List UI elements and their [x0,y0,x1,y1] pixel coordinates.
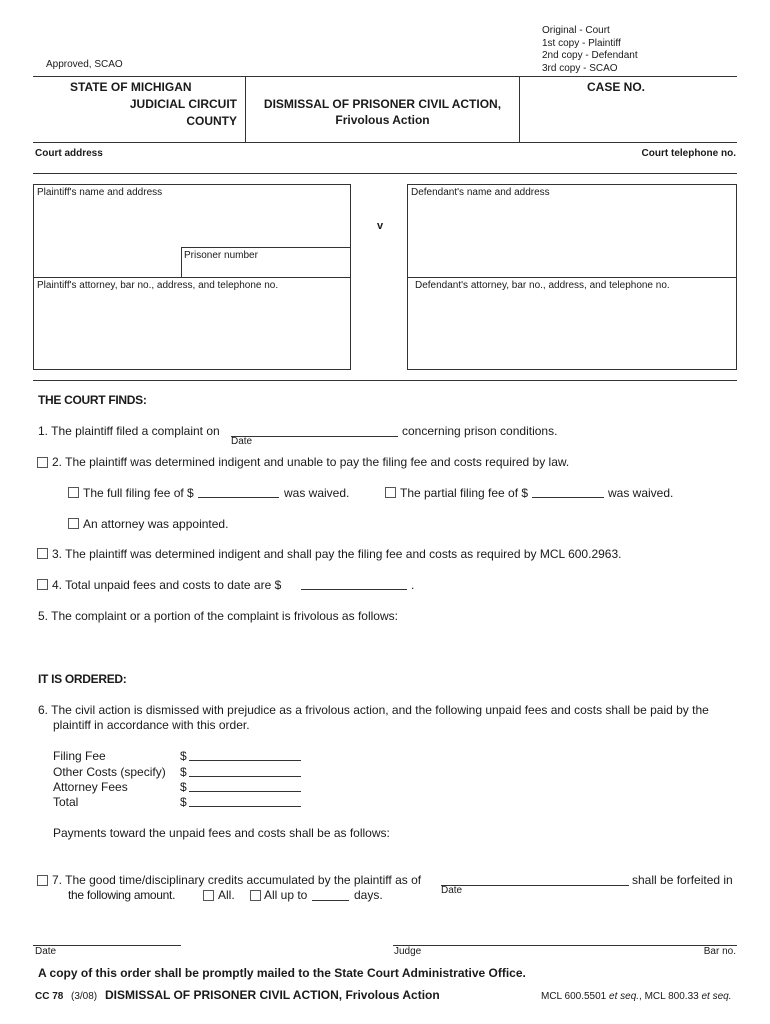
form-number: CC 78 [35,991,64,1002]
statute-citation [541,991,732,1002]
partial-fee-waived: was waived. [608,486,674,500]
footer-title: DISMISSAL OF PRISONER CIVIL ACTION, Frivolous Action [105,988,440,1002]
plaintiff-attorney-label: Plaintiff's attorney, bar no., address, and telephone no. [37,280,279,291]
order-6-line2: plaintiff in accordance with this order. [53,718,250,732]
copy-1st: 1st copy - Plaintiff [542,37,621,49]
partial-fee-amount-field[interactable] [532,497,604,498]
approved-label: Approved, SCAO [46,59,123,70]
forfeit-up-to-checkbox[interactable] [250,890,261,901]
fee-symbol-filing: $ [180,749,187,763]
total-fees-field[interactable] [189,806,301,807]
copy-original: Original - Court [542,25,610,36]
mailing-notice: A copy of this order shall be promptly mailed to the State Court Administrative Office. [38,966,526,980]
finding-3-text: 3. The plaintiff was determined indigent and shall pay the filing fee and costs as required by MCL 600.2963. [52,547,622,561]
ordered-heading: IT IS ORDERED: [38,672,127,686]
defendant-name-label: Defendant's name and address [411,187,550,198]
order-7-suffix: shall be forfeited in [632,873,733,887]
copy-distribution [542,25,638,75]
judge-label: Judge [394,946,422,957]
form-revision: (3/08) [71,991,98,1002]
copy-2nd: 2nd copy - Defendant [542,50,638,61]
header-top-rule [33,76,737,77]
state-label: STATE OF MICHIGAN [70,80,192,94]
plaintiff-name-label: Plaintiff's name and address [37,187,163,198]
forfeit-days-label: days. [354,888,383,902]
prisoner-number-rule [181,247,351,248]
fee-label-filing: Filing Fee [53,749,106,763]
prisoner-number-divider [181,247,182,277]
finding-5-text: 5. The complaint or a portion of the complaint is frivolous as follows: [38,609,398,623]
court-finds-heading: THE COURT FINDS: [38,393,147,407]
finding-4-checkbox[interactable] [37,579,48,590]
order-7-line2: the following amount. [68,888,176,902]
full-fee-label: The full filing fee of $ [83,486,194,500]
complaint-date-label: Date [231,436,253,447]
statute-et-seq-2: et seq. [701,991,732,1002]
parties-bottom-rule [33,380,737,381]
finding-4-period: . [411,578,415,592]
copy-3rd: 3rd copy - SCAO [542,62,618,74]
full-fee-checkbox[interactable] [68,487,79,498]
header-divider-right [519,76,520,142]
finding-1-text: 1. The plaintiff filed a complaint on [38,424,220,438]
credits-date-label: Date [441,885,463,896]
attorney-appointed-label: An attorney was appointed. [83,517,229,531]
forfeit-up-to-label: All up to [264,888,308,902]
fee-symbol-total: $ [180,795,187,809]
defendant-attorney-label: Defendant's attorney, bar no., address, and telephone no. [415,280,670,291]
fee-symbol-attorney: $ [180,780,187,794]
order-7-text: 7. The good time/disciplinary credits accumulated by the plaintiff as of [52,873,422,887]
full-fee-amount-field[interactable] [198,497,279,498]
fee-label-total: Total [53,795,79,809]
order-6-line1: 6. The civil action is dismissed with prejudice as a frivolous action, and the following unpaid fees and costs shall be paid by the [38,703,709,717]
forfeit-all-label: All. [218,888,235,902]
attorney-fees-field[interactable] [189,791,301,792]
court-telephone-label: Court telephone no. [641,148,736,159]
complaint-date-field[interactable] [231,436,398,437]
payments-text: Payments toward the unpaid fees and costs shall be as follows: [53,826,390,840]
fee-label-other: Other Costs (specify) [53,765,166,779]
versus-label: v [377,220,384,232]
finding-1-suffix: concerning prison conditions. [402,424,558,438]
judicial-circuit-label: JUDICIAL CIRCUIT [129,97,237,111]
prisoner-number-label: Prisoner number [184,250,258,261]
finding-4-text: 4. Total unpaid fees and costs to date are $ [52,578,282,592]
fee-label-attorney: Attorney Fees [53,780,128,794]
filing-fee-field[interactable] [189,760,301,761]
plaintiff-box-divider [33,277,351,278]
form-title: DISMISSAL OF PRISONER CIVIL ACTION, [263,97,502,111]
unpaid-total-field[interactable] [301,589,407,590]
credits-date-field[interactable] [441,885,629,886]
finding-2-text: 2. The plaintiff was determined indigent and unable to pay the filing fee and costs required by law. [52,455,570,469]
county-label: COUNTY [186,114,237,128]
address-rule [33,173,737,174]
finding-2-checkbox[interactable] [37,457,48,468]
forfeit-all-checkbox[interactable] [203,890,214,901]
order-7-checkbox[interactable] [37,875,48,886]
court-address-label: Court address [35,148,103,159]
header-bottom-rule [33,142,737,143]
other-costs-field[interactable] [189,776,301,777]
partial-fee-checkbox[interactable] [385,487,396,498]
form-subtitle: Frivolous Action [335,113,430,127]
attorney-appointed-checkbox[interactable] [68,518,79,529]
statute-mcl-b: , MCL 800.33 [639,991,702,1002]
full-fee-waived: was waived. [284,486,350,500]
case-no-label: CASE NO. [587,80,646,94]
statute-mcl-a: MCL 600.5501 [541,991,610,1002]
forfeit-days-field[interactable] [312,900,349,901]
sign-date-label: Date [35,946,57,957]
bar-no-label: Bar no. [703,946,736,957]
partial-fee-label: The partial filing fee of $ [400,486,529,500]
finding-3-checkbox[interactable] [37,548,48,559]
statute-et-seq-1: et seq. [609,991,640,1002]
defendant-box-divider [407,277,737,278]
fee-symbol-other: $ [180,765,187,779]
